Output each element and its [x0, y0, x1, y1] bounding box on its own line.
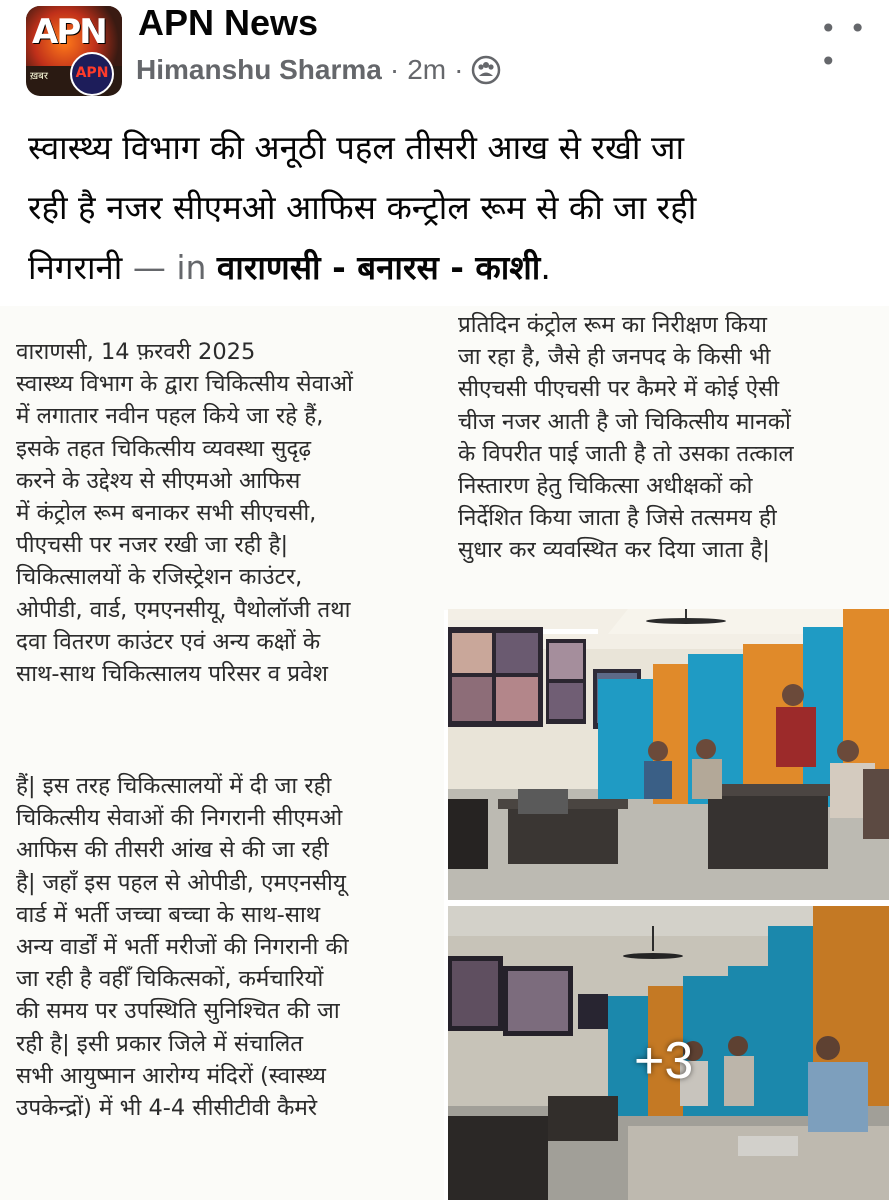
more-photos-count[interactable]: +3: [634, 1032, 694, 1090]
article-line: हैं| इस तरह चिकित्सालयों में दी जा रही: [16, 773, 332, 799]
article-line: वाराणसी, 14 फ़रवरी 2025: [16, 339, 256, 365]
article-line: में लगातार नवीन पहल किये जा रहे हैं,: [16, 403, 324, 430]
clipping-cut: [0, 750, 444, 768]
caption-line: रही है नजर सीएमओ आफिस कन्ट्रोल रूम से की जा रही: [28, 188, 697, 227]
caption-line: [28, 238, 873, 298]
control-room-photo-1: [448, 609, 889, 900]
article-line: सभी आयुष्मान आरोग्य मंदिरों (स्वास्थ्य: [16, 1062, 326, 1089]
article-line: निर्देशित किया जाता है जिसे तत्समय ही: [458, 505, 777, 532]
article-line: आफिस की तीसरी आंख से की जा रही: [16, 837, 329, 864]
article-line: स्वास्थ्य विभाग के द्वारा चिकित्सीय सेवाओं: [16, 371, 353, 398]
photo-control-room-1[interactable]: [448, 609, 889, 900]
article-text-block: [458, 309, 794, 567]
article-text-block: [16, 770, 349, 1124]
caption-period: .: [540, 248, 551, 287]
logo-badge: [70, 52, 114, 96]
article-line: में कंट्रोल रूम बनाकर सभी सीएचसी,: [16, 500, 317, 527]
photo-control-room-2[interactable]: [448, 906, 889, 1200]
article-line: इसके तहत चिकित्सीय व्यवस्था सुदृढ़: [16, 435, 312, 462]
post-caption: [28, 118, 873, 298]
more-photos-overlay[interactable]: [448, 906, 889, 1200]
photo-article-right[interactable]: [444, 306, 889, 610]
group-avatar[interactable]: [26, 6, 122, 96]
article-line: सीएचसी पीएचसी पर कैमरे में कोई ऐसी: [458, 376, 780, 403]
article-line: चीज नजर आती है जो चिकित्सीय मानकों: [458, 408, 791, 435]
article-line: रही है| इसी प्रकार जिले में संचालित: [16, 1030, 304, 1057]
location-link[interactable]: वाराणसी - बनारस - काशी: [216, 248, 541, 287]
article-line: जा रहा है, जैसे ही जनपद के किसी भी: [458, 344, 771, 371]
photo-grid: [0, 306, 889, 1200]
caption-line: स्वास्थ्य विभाग की अनूठी पहल तीसरी आख से रखी जा: [28, 128, 685, 167]
photo-article-left[interactable]: [0, 306, 444, 1200]
article-line: अन्य वार्डों में भर्ती मरीजों की निगरानी की: [16, 934, 349, 961]
post-time[interactable]: 2m: [407, 54, 447, 85]
article-line: साथ-साथ चिकित्सालय परिसर व प्रवेश: [16, 661, 328, 688]
article-line: सुधार कर व्यवस्थित कर दिया जाता है|: [458, 537, 770, 564]
logo-text: APN: [32, 12, 106, 52]
article-line: के विपरीत पाई जाती है तो उसका तत्काल: [458, 440, 794, 467]
article-line: निस्तारण हेतु चिकित्सा अधीक्षकों को: [458, 473, 753, 500]
author-name[interactable]: Himanshu Sharma: [136, 54, 382, 85]
more-horizontal-icon[interactable]: • • •: [820, 12, 868, 78]
group-name[interactable]: APN News: [138, 2, 319, 43]
meta-separator: ·: [389, 54, 400, 85]
post-meta: [136, 54, 501, 86]
friends-icon[interactable]: [471, 55, 501, 85]
article-line: प्रतिदिन कंट्रोल रूम का निरीक्षण किया: [458, 312, 767, 338]
article-line: चिकित्सालयों के रजिस्ट्रेशन काउंटर,: [16, 564, 303, 591]
meta-separator: ·: [454, 54, 464, 85]
article-line: वार्ड में भर्ती जच्चा बच्चा के साथ-साथ: [16, 901, 321, 928]
article-line: जा रही है वहीँ चिकित्सकों, कर्मचारियों: [16, 966, 324, 993]
article-line: की समय पर उपस्थिति सुनिश्चित की जा: [16, 998, 340, 1025]
article-text-block: [16, 336, 353, 690]
logo-badge-text: APN: [75, 65, 109, 81]
logo-subtext: ख़बर: [30, 71, 48, 82]
article-line: है| जहाँ इस पहल से ओपीडी, एमएनसीयू: [16, 869, 346, 896]
article-line: चिकित्सीय सेवाओं की निगरानी सीएमओ: [16, 805, 343, 832]
article-line: ओपीडी, वार्ड, एमएनसीयू, पैथोलॉजी तथा: [16, 596, 351, 623]
article-line: पीएचसी पर नजर रखी जा रही है|: [16, 532, 289, 559]
caption-text: निगरानी: [28, 248, 123, 287]
article-line: उपकेन्द्रों) में भी 4-4 सीसीटीवी कैमरे: [16, 1095, 318, 1122]
post-header: [0, 0, 889, 110]
article-line: करने के उद्देश्य से सीएमओ आफिस: [16, 467, 301, 494]
caption-in: — in: [122, 248, 217, 287]
article-line: दवा वितरण काउंटर एवं अन्य कक्षों के: [16, 628, 321, 655]
